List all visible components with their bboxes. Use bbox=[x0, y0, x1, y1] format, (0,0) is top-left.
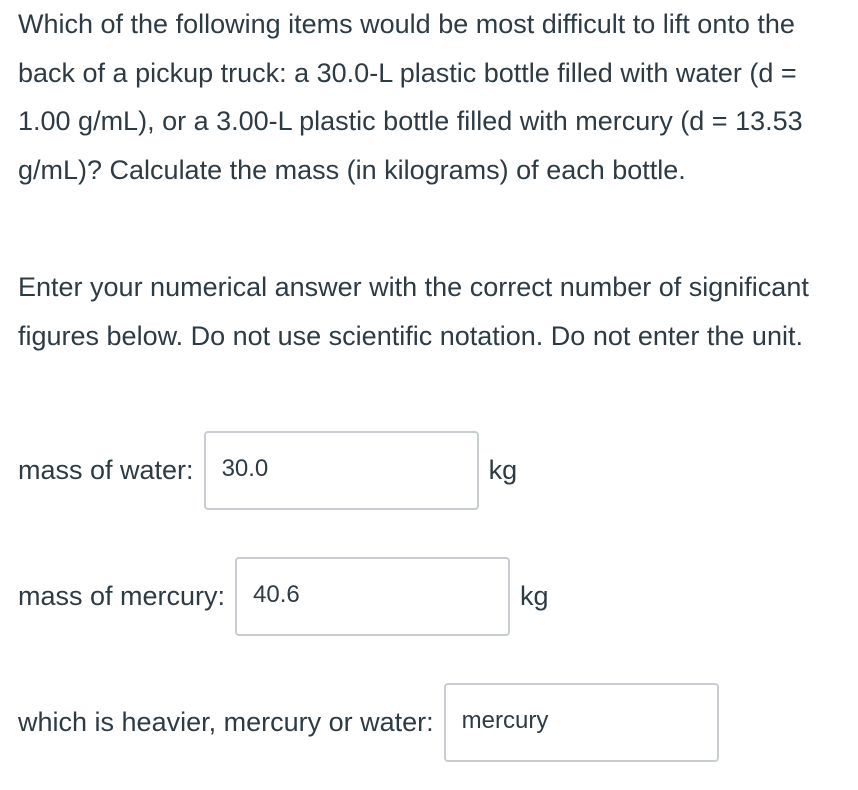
heavier-value: mercury bbox=[461, 706, 549, 734]
water-mass-value: 30.0 bbox=[221, 454, 269, 482]
water-mass-unit: kg bbox=[488, 454, 518, 485]
mercury-mass-row bbox=[18, 556, 549, 636]
instructions-text: Enter your numerical answer with the correct number of significant figures below. Do not use scientific notation. Do not enter the unit. bbox=[18, 272, 809, 351]
mercury-mass-unit: kg bbox=[520, 580, 549, 611]
heavier-row bbox=[18, 682, 719, 762]
heavier-input[interactable] bbox=[444, 683, 719, 762]
mercury-mass-label: mass of mercury: bbox=[18, 580, 226, 611]
mercury-mass-input[interactable] bbox=[235, 557, 510, 636]
question-text: Which of the following items would be most difficult to lift onto the back of a pickup truck: a 30.0-L plastic bottle filled with water (d = 1.00 g/mL), or a 3.00-L plastic bottle filled with mercury (d = 13.53 g/mL)? Calculate the mass (in kilograms) of each bottle. bbox=[18, 9, 803, 185]
water-mass-row bbox=[18, 430, 517, 510]
water-mass-input[interactable] bbox=[204, 431, 479, 510]
mercury-mass-value: 40.6 bbox=[253, 580, 300, 608]
heavier-label: which is heavier, mercury or water: bbox=[18, 706, 434, 737]
water-mass-label: mass of water: bbox=[18, 454, 194, 485]
